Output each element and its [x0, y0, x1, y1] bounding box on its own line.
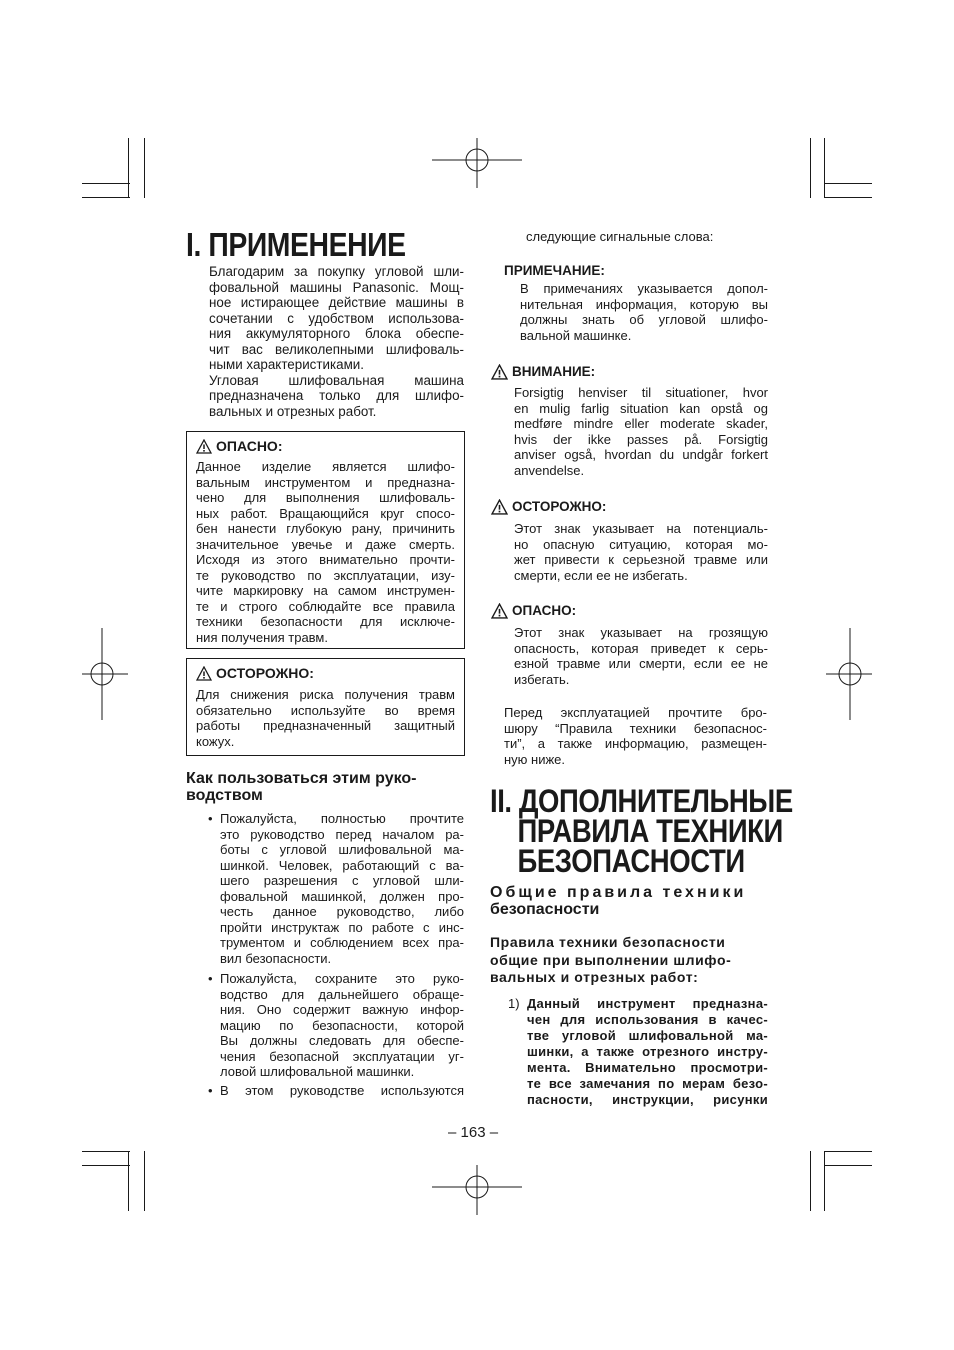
intro-paragraph: Благодарим за покупку угловой шли- фовальной машины Panasonic. Мощ- ное истирающее действие машины в сочетании с удобством использова- ния аккумуляторного блока обеспе- чит вас великолепными шлифоваль- ными характеристиками. Угловая шлифовальная машина предназначена только для шлифо- вальных и отрезных работ.: [209, 264, 464, 419]
danger-heading: ОПАСНО:: [196, 438, 283, 455]
attention-text: Forsigtig henviser til situationer, hvor en mulig farlig situation kan opstå og medføre mindre eller moderate skader, hvis der ikke passes på. Forsigtig anviser også, hvordan du undgår forkert anvendelse.: [514, 385, 768, 478]
caution-heading: ОСТОРОЖНО:: [196, 665, 314, 682]
attention-heading: ВНИМАНИЕ:: [491, 363, 771, 380]
registration-target-top: [432, 138, 522, 188]
warning-triangle-icon: [491, 603, 508, 619]
warning-triangle-icon: [491, 499, 508, 515]
note-block: [504, 262, 770, 343]
danger-text: Данное изделие является шлифо- вальным инструментом и предназна- чено для выполнения шлифоваль- ных работ. Вращающийся круг спосо- бен нанести глубокую рану, причинить значительное увечье и даже смерть. Исходя из этого внимательно прочти- те руководство по эксплуатации, изу- чите маркировку на самом инструмен- те и строго соблюдайте все правила техники безопасности для исключе- ния получения травм.: [196, 459, 455, 645]
caution-text: Для снижения риска получения травм обязательно используйте во время работы предназначенный защитный кожух.: [196, 687, 455, 749]
registration-target-right: [826, 628, 872, 720]
bullet-marker: •: [208, 971, 213, 986]
page-number: – 163 –: [448, 1124, 499, 1141]
warning-triangle-icon: [196, 666, 212, 681]
danger-heading-right: ОПАСНО:: [491, 602, 771, 619]
signal-words-line: следующие сигнальные слова:: [526, 229, 714, 244]
warning-triangle-icon: [196, 439, 212, 454]
caution-heading-right: ОСТОРОЖНО:: [491, 498, 771, 515]
howto-heading: Как пользоваться этим руко- водством: [186, 770, 417, 804]
danger-box: [186, 431, 465, 649]
list-item: В этом руководстве используются: [220, 1083, 464, 1098]
registration-target-left: [82, 628, 128, 720]
section-2-title: II. ДОПОЛНИТЕЛЬНЫЕ ПРАВИЛА ТЕХНИКИ БЕЗОПАСНОСТИ: [490, 783, 793, 879]
rules-subheading: Правила техники безопасности общие при выполнении шлифо- вальных и отрезных работ:: [490, 934, 732, 985]
list-item: Пожалуйста, сохраните это руко- водство для дальнейшего обраще- ния. Оно содержит важную инфор- мацию по безопасности, которой Вы должны следовать для обеспе- чения безопасной эксплуатации уг- ловой шлифовальной машинки.: [220, 971, 464, 1079]
caution-box: [186, 658, 465, 756]
note-text: В примечаниях указывается допол- нительная информация, которую вы должны знать об угловой шлифо- вальной машинке.: [520, 281, 768, 343]
general-rules-heading: Общие правила техники безопасности: [490, 884, 747, 918]
section-1-title: I. ПРИМЕНЕНИЕ: [186, 226, 406, 263]
danger-text-right: Этот знак указывает на грозящую опасность, которая приведет к серь- езной травме или смерти, если ее не избегать.: [514, 625, 768, 687]
attention-block: [491, 363, 771, 478]
bullet-marker: •: [208, 1083, 213, 1098]
registration-target-bottom: [432, 1165, 522, 1215]
caution-block: [491, 498, 771, 583]
rule-number: 1): [508, 996, 520, 1011]
before-use-paragraph: Перед эксплуатацией прочтите бро- шюру “Правила техники безопаснос- ти”, а также информацию, размещен- ную ниже.: [504, 705, 767, 767]
rule-text: Данный инструмент предназна- чен для использования в качес- тве угловой шлифовальной ма- шинки, а также отрезного инстру- мента. Внимательно просмотри- те все замечания по мерам безо- пасности, инструкции, рисунки: [527, 996, 768, 1107]
caution-text-right: Этот знак указывает на потенциаль- но опасную ситуацию, которая мо- жет привести к серьезной травме или смерти, если ее не избегать.: [514, 521, 768, 583]
warning-triangle-icon: [491, 364, 508, 380]
list-item: Пожалуйста, полностью прочтите это руководство перед началом ра- боты с угловой шлифовальной ма- шинкой. Человек, работающий с ва- шего разрешения с угловой шли- фовальной машинкой, должен про- честь данное руководство, либо пройти инструктаж по работе с инс- трументом и соблюдением всех пра- вил безопасности.: [220, 811, 464, 966]
note-heading: ПРИМЕЧАНИЕ:: [504, 263, 605, 278]
bullet-marker: •: [208, 811, 213, 826]
danger-block: [491, 602, 771, 687]
